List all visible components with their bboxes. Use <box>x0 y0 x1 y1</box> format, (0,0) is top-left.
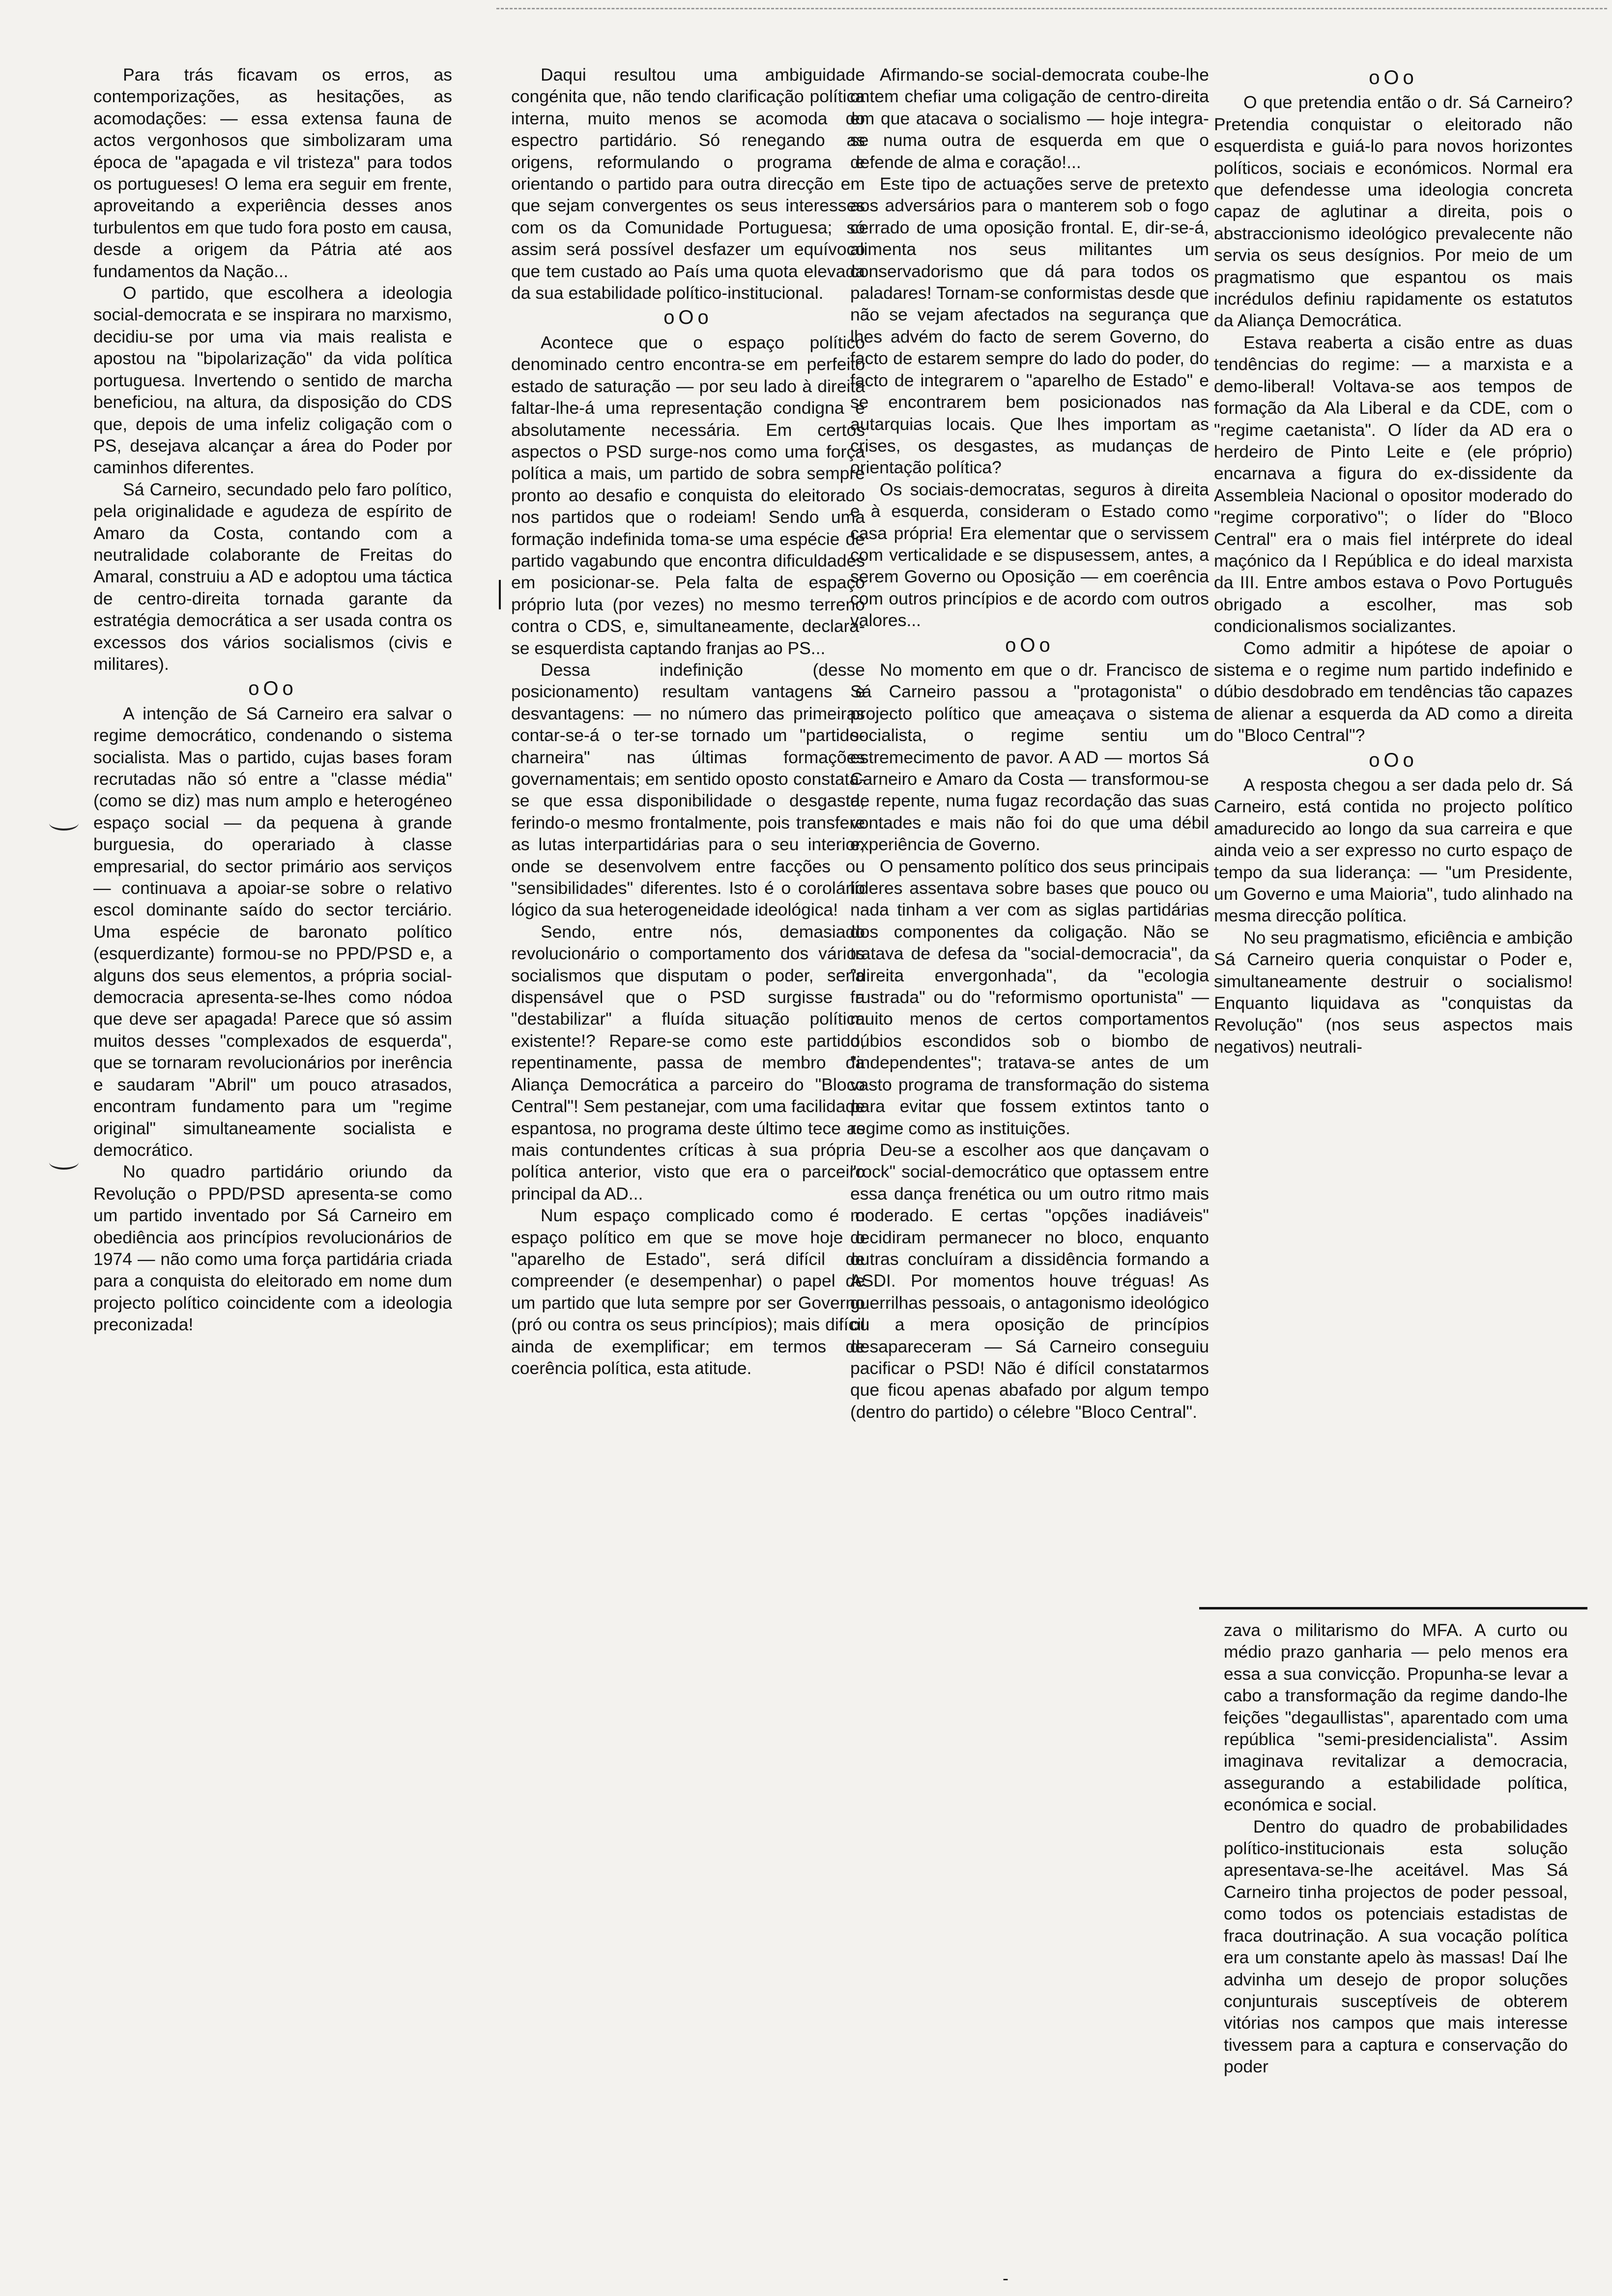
section-separator: oOo <box>1369 67 1418 88</box>
text-column-1 <box>93 64 452 1336</box>
text-column-4-continued <box>1224 1619 1568 2078</box>
column-rule <box>1199 1607 1587 1609</box>
paragraph: Sá Carneiro, secundado pelo faro político, pela originalidade e agudeza de espírito de Amaro da Costa, contando com a neutralidade colaborante de Freitas do Amaral, construiu a AD e adoptou uma táctica de centro-direita tornada garante da estratégia democrática a ser usada contra os excessos dos vários socialismos (civis e militares). <box>93 479 452 674</box>
paragraph: Deu-se a escolher aos que dançavam o "rock" social-democrático que optassem entre essa dança frenética ou um outro ritmo mais moderado. E certas "opções inadiáveis" decidiram permanecer no bloco, enquanto outras concluíram a dissidência formando a ASDI. Por momentos houve tréguas! As guerrilhas pessoais, o antagonismo ideológico ou a mera oposição de princípios desapareceram — Sá Carneiro conseguiu pacificar o PSD! Não é difícil constatarmos que ficou apenas abafado por algum tempo (dentro do partido) o célebre "Bloco Central". <box>850 1140 1209 1422</box>
paragraph: No quadro partidário oriundo da Revolução o PPD/PSD apresenta-se como um partido inventado por Sá Carneiro em obediência aos princípios revolucionários de 1974 — não como uma força partidária criada para a conquista do eleitorado em nome dum projecto político coincidente com a ideologia preconizada! <box>93 1162 452 1335</box>
paragraph: Para trás ficavam os erros, as contemporizações, as hesitações, as acomodações: — essa extensa fauna de actos vergonhosos que simbolizaram uma época de "apagada e vil tristeza" para todos os portugueses! O lema era seguir em frente, aproveitando a experiência desses anos turbulentos em que tudo fora posto em causa, desde a origem da Pátria até aos fundamentos da Nação... <box>93 65 452 281</box>
paragraph: O pensamento político dos seus principais líderes assentava sobre bases que pouco ou nada tinham a ver com as siglas partidárias dos componentes da coligação. Não se tratava de defesa da "social-democracia", da "direita envergonhada", da "ecologia frustrada" ou do "reformismo oportunista" — muito menos de certos comportamentos dúbios escondidos sob o biombo de "independentes"; tratava-se antes de um vasto programa de transformação do sistema para evitar que fossem extintos tanto o regime como as instituições. <box>850 856 1209 1138</box>
paragraph: Dentro do quadro de probabilidades político-institucionais esta solução apresentava-se-lhe aceitável. Mas Sá Carneiro tinha projectos de poder pessoal, como todos os potenciais estadistas de fraca doutrinação. A sua vocação política era um constante apelo às massas! Daí lhe advinha um desejo de propor soluções conjunturais susceptíveis de obterem vitórias nos campos que mais interesse tivessem para a captura e conservação do poder <box>1224 1816 1568 2077</box>
top-border <box>496 8 1607 9</box>
paragraph: No seu pragmatismo, eficiência e ambição Sá Carneiro queria conquistar o Poder e, simultaneamente destruir o socialismo! Enquanto liquidava as "conquistas da Revolução" (nos seus aspectos mais negativos) neutrali- <box>1214 927 1573 1057</box>
text-column-3 <box>850 64 1209 1423</box>
paragraph: Daqui resultou uma ambiguidade congénita que, não tendo clarificação política interna, muito menos se acomoda do espectro partidário. Só renegando as origens, reformulando o programa e orientando o partido para outra direcção em que sejam convergentes os seus interesses com os da Comunidade Portuguesa; só assim será possível desfazer um equívoco que tem custado ao País uma quota elevada da sua estabilidade político-institucional. <box>511 65 865 303</box>
paragraph: A intenção de Sá Carneiro era salvar o regime democrático, condenando o sistema socialista. Mas o partido, cujas bases foram recrutadas não só entre a "classe média" (como se diz) mas num amplo e heterogéneo espaço social — da pequena à grande burguesia, do operariado à classe empresarial, do sector primário aos serviços — continuava a apoiar-se sobre o relativo escol dominante saído do sector terciário. Uma espécie de baronato político (esquerdizante) formou-se no PPD/PSD e, a alguns dos seus elementos, a própria social-democracia apresenta-se-lhes como nódoa que deve ser apagada! Parece que só assim muitos desses "complexados de esquerda", que se tornaram revolucionários por inerência e saudaram "Abril" um pouco atrasados, encontram fundamento para um "regime original" simultaneamente socialista e democrático. <box>93 703 452 1160</box>
text-column-4 <box>1214 64 1573 1058</box>
paragraph: Acontece que o espaço político denominado centro encontra-se em perfeito estado de saturação — por seu lado à direita faltar-lhe-á uma representação condigna e absolutamente necessária. Em certos aspectos o PSD surge-nos como uma força política a mais, um partido de sobra sempre pronto ao desafio e conquista do eleitorado nos partidos que o rodeiam! Sendo uma formação indefinida toma-se uma espécie de partido vagabundo que encontra dificuldades em posicionar-se. Pela falta de espaço próprio luta (por vezes) no mesmo terreno contra o CDS, e, simultaneamente, declara-se esquerdista captando franjas ao PS... <box>511 332 865 658</box>
section-separator: oOo <box>1005 634 1054 656</box>
paragraph: Como admitir a hipótese de apoiar o sistema e o regime num partido indefinido e dúbio desdobrado em tendências tão capazes de alienar a esquerda da AD como a direita do "Bloco Central"? <box>1214 638 1573 746</box>
paragraph: Este tipo de actuações serve de pretexto aos adversários para o manterem sob o fogo cerrado de uma oposição frontal. E, dir-se-á, alimenta nos seus militantes um conservadorismo que dá para todos os paladares! Tornam-se conformistas desde que não se vejam afectados na segurança que lhes advém do facto de serem Governo, do facto de estarem sempre do lado do poder, do facto de integrarem o "aparelho de Estado" e se encontrarem bem posicionados nas autarquias locais. Que lhes importam as crises, os desgastes, as mudanças de orientação política? <box>850 174 1209 478</box>
section-separator: oOo <box>663 307 713 329</box>
paragraph: Dessa indefinição (desse posicionamento) resultam vantagens e desvantagens: — no número das primeiras contar-se-á o ter-se tornado um "partido-charneira" nas últimas formações governamentais; em sentido oposto constata-se que essa disponibilidade o desgasta, ferindo-o mesmo frontalmente, pois transfere as lutas interpartidárias para o seu interior, onde se desenvolvem entre facções ou "sensibilidades" diferentes. Isto é o corolário lógico da sua heterogeneidade ideológica! <box>511 660 865 920</box>
paragraph: Estava reaberta a cisão entre as duas tendências do regime: — a marxista e a demo-liberal! Voltava-se aos tempos de formação da Ala Liberal e da CDE, com o "regime caetanista". O líder da AD era o herdeiro de Pinto Leite e (ele próprio) encarnava a figura do ex-dissidente da Assembleia Nacional o opositor moderado do "regime corporativo"; o líder do "Bloco Central" era o mais fiel intérprete do ideal maçónico da I República e do ideal marxista da III. Entre ambos estava o Povo Português obrigado a escolher, mas sob condicionalismos socializantes. <box>1214 332 1573 636</box>
paragraph: Num espaço complicado como é o espaço político em que se move hoje o "aparelho de Estado", será difícil de compreender (e desempenhar) o papel de um partido que luta sempre por ser Governo (pró ou contra os seus princípios); mais difícil ainda de exemplificar; em termos de coerência política, esta atitude. <box>511 1205 865 1378</box>
margin-tick <box>499 580 501 609</box>
section-separator: oOo <box>248 678 297 700</box>
hole-punch-mark <box>49 816 79 831</box>
text-column-2 <box>511 64 865 1379</box>
paragraph: A resposta chegou a ser dada pelo dr. Sá Carneiro, está contida no projecto político amadurecido ao longo da sua carreira e que ainda veio a ser expresso no curto espaço de tempo da sua liderança: — "um Presidente, um Governo e uma Maioria", tudo alinhado na mesma direcção política. <box>1214 775 1573 926</box>
paragraph: zava o militarismo do MFA. A curto ou médio prazo ganharia — pelo menos era essa a sua convicção. Propunha-se levar a cabo a transformação da regime dando-lhe feições "degaullistas", aparentado com uma república "semi-presidencialista". Assim imaginava revitalizar a democracia, assegurando a estabilidade política, económica e social. <box>1224 1620 1568 1815</box>
paragraph: O que pretendia então o dr. Sá Carneiro? Pretendia conquistar o eleitorado não esquerdista e guiá-lo para novos horizontes políticos, sociais e económicos. Normal era que defendesse uma ideologia concreta capaz de aglutinar a direita, pois o abstraccionismo ideológico prevalecente não servia os seus desígnios. Por meio de um pragmatismo que espantou os mais incrédulos definiu rapidamente os estatutos da Aliança Democrática. <box>1214 92 1573 331</box>
paragraph: O partido, que escolhera a ideologia social-democrata e se inspirara no marxismo, decidiu-se por uma via mais realista e apostou na "bipolarização" da vida política portuguesa. Invertendo o sentido de marcha beneficiou, na altura, da disposição do CDS que, depois de uma infeliz coligação com o PS, desejava alcançar a área do Poder por caminhos diferentes. <box>93 283 452 478</box>
hole-punch-mark <box>49 1155 79 1170</box>
paragraph: Sendo, entre nós, demasiado revolucionário o comportamento dos vários socialismos que disputam o poder, seria dispensável que o PSD surgisse a "destabilizar" a fluída situação política existente!? Repare-se como este partido, repentinamente, passa de membro da Aliança Democrática a parceiro do "Bloco Central"! Sem pestanejar, com uma facilidade espantosa, no programa deste último tece as mais contundentes críticas à sua própria política anterior, visto que era o parceiro principal da AD... <box>511 921 865 1204</box>
section-separator: oOo <box>1369 749 1418 771</box>
paragraph: Os sociais-democratas, seguros à direita e à esquerda, consideram o Estado como casa própria! Era elementar que o servissem com verticalidade e se dispusessem, antes, a serem Governo ou Oposição — em coerência com outros princípios e de acordo com outros valores... <box>850 479 1209 631</box>
paragraph: Afirmando-se social-democrata coube-lhe ontem chefiar uma coligação de centro-direita em que atacava o socialismo — hoje integra-se numa outra de esquerda em que o defende de alma e coração!... <box>850 65 1209 172</box>
paragraph: No momento em que o dr. Francisco de Sá Carneiro passou a "protagonista" o projecto político que ameaçava o sistema socialista, o regime sentiu um estremecimento de pavor. A AD — mortos Sá Carneiro e Amaro da Costa — transformou-se de repente, numa fugaz recordação das suas vontades e mais não foi do que uma débil experiência de Governo. <box>850 660 1209 855</box>
page-marker: - <box>1003 2268 1008 2288</box>
